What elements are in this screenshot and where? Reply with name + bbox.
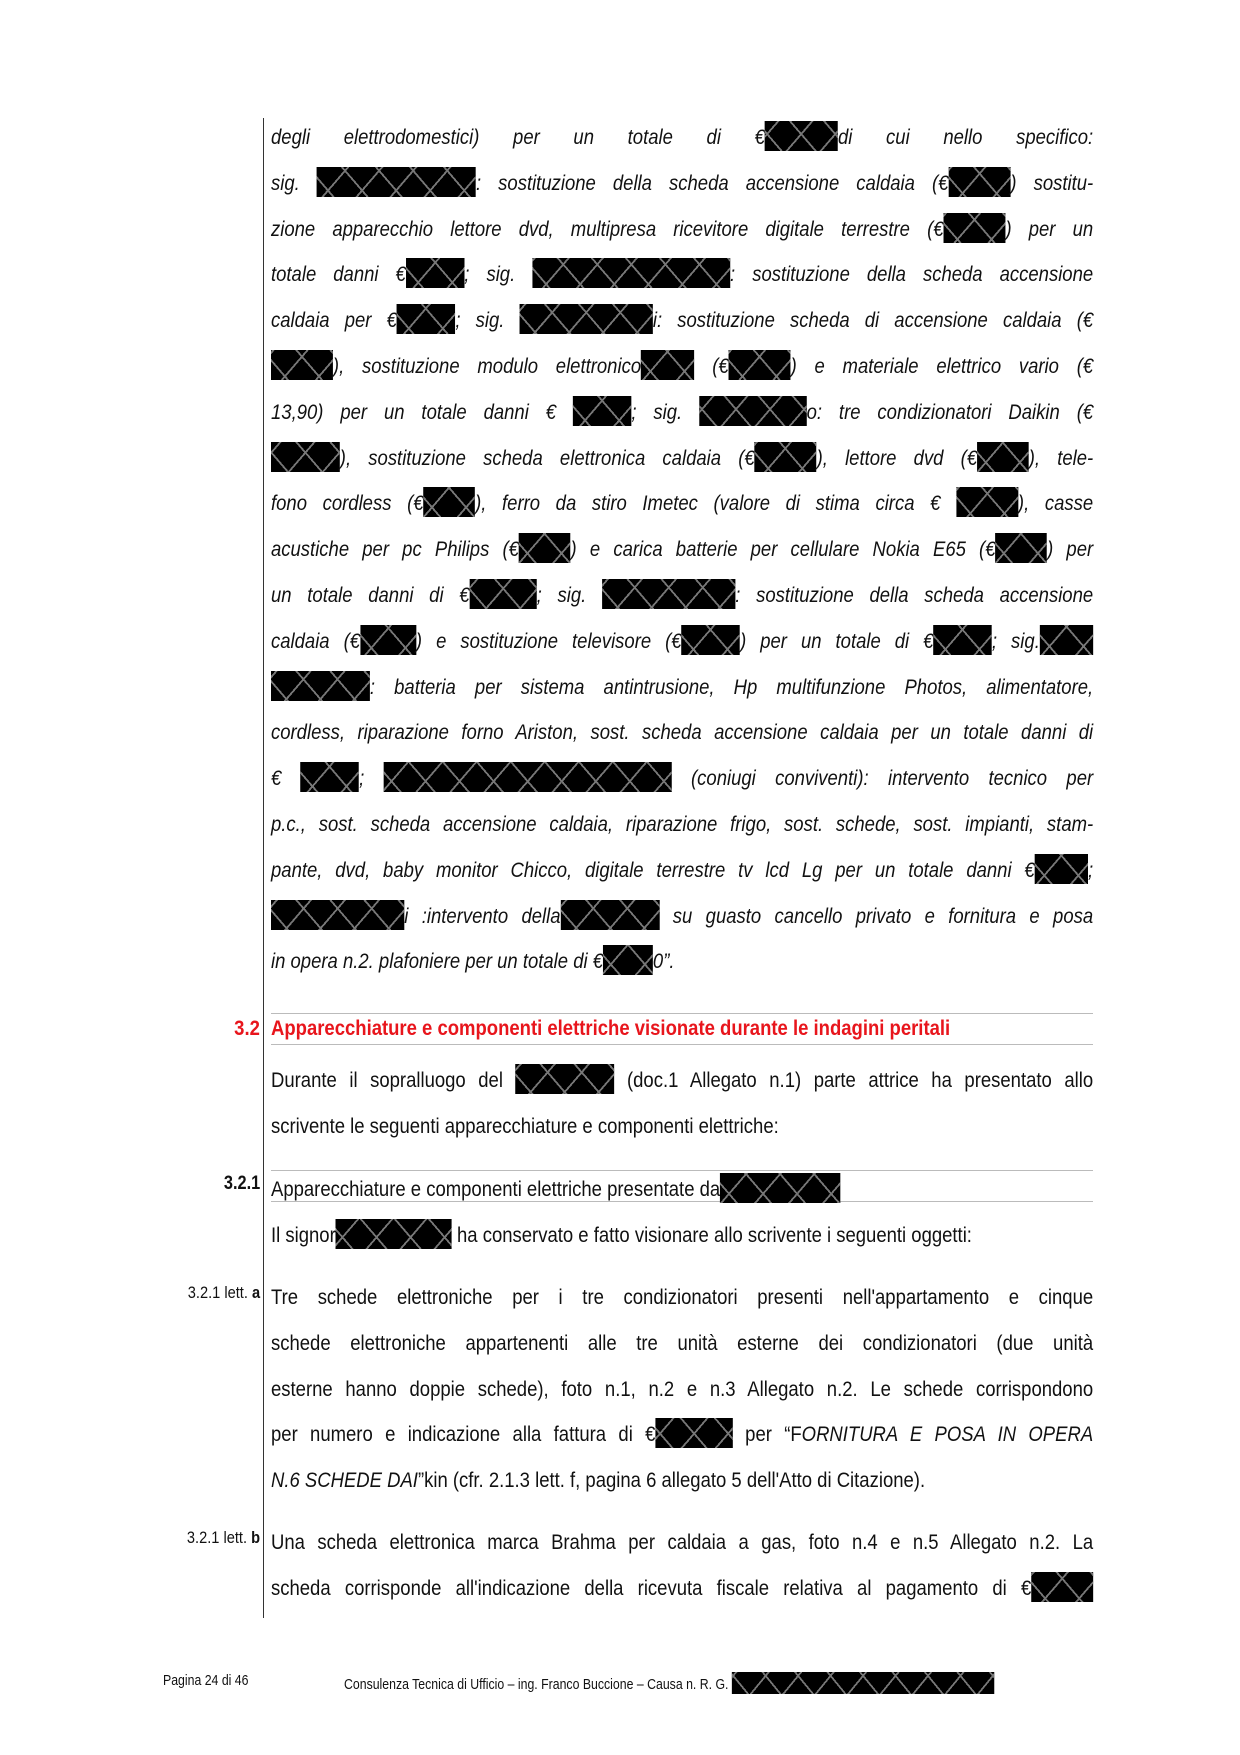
redaction	[996, 533, 1048, 563]
line: caldaia (€ ) e sostituzione televisore (€ ) per un totale di € ; sig.	[271, 619, 1093, 665]
redaction	[699, 396, 807, 426]
redaction	[271, 671, 370, 701]
line: p.c., sost. scheda accensione caldaia, riparazione frigo, sost. schede, sost. impianti, stam-	[271, 811, 1094, 836]
line: acustiche per pc Philips (€ ) e carica batterie per cellulare Nokia E65 (€ ) per	[271, 527, 1093, 573]
redaction	[360, 625, 416, 655]
line: in opera n.2. plafoniere per un totale di € 0”.	[271, 939, 1093, 985]
line: Durante il sopralluogo del (doc.1 Allegato n.1) parte attrice ha presentato allo	[271, 1058, 1093, 1104]
redaction	[336, 1219, 452, 1249]
redaction	[956, 487, 1018, 517]
redaction	[944, 213, 1006, 243]
line: esterne hanno doppie schede), foto n.1, n.2 e n.3 Allegato n.2. Le schede corrispondono	[271, 1376, 1094, 1401]
redaction	[765, 121, 838, 151]
footer-page-number: Pagina 24 di 46	[163, 1672, 249, 1689]
redaction	[1035, 854, 1088, 884]
line: zione apparecchio lettore dvd, multipresa ricevitore digitale terrestre (€ ) per un	[271, 207, 1093, 253]
item-label-a: 3.2.1 lett. a	[187, 1283, 260, 1302]
section-heading	[271, 1013, 1093, 1045]
line: : batteria per sistema antintrusione, Hp multifunzione Photos, alimentatore,	[271, 665, 1093, 711]
redaction	[271, 350, 333, 380]
item-a-paragraph	[271, 1275, 1093, 1504]
line: un totale danni di € ; sig. : sostituzione della scheda accensione	[271, 573, 1093, 619]
redaction	[655, 1418, 732, 1448]
redaction	[516, 1064, 615, 1094]
redaction	[561, 900, 660, 930]
redaction	[1031, 1572, 1093, 1602]
redaction	[532, 258, 730, 288]
line: cordless, riparazione forno Ariston, sost. scheda accensione caldaia per un totale danni di	[271, 720, 1094, 745]
redaction	[603, 945, 653, 975]
subsection-paragraph	[271, 1213, 1093, 1259]
section-title: Apparecchiature e componenti elettriche visionate durante le indagini peritali	[271, 1016, 951, 1040]
redaction	[519, 533, 571, 563]
redaction	[271, 442, 340, 472]
line: totale danni € ; sig. : sostituzione della scheda accensione	[271, 252, 1093, 298]
line: schede elettroniche appartenenti alle tre unità esterne dei condizionatori (due unità	[271, 1330, 1094, 1355]
section-paragraph	[271, 1058, 1093, 1150]
line: ), sostituzione scheda elettronica caldaia (€ ), lettore dvd (€ ), tele-	[271, 436, 1093, 482]
line: ), sostituzione modulo elettronico (€ ) e materiale elettrico vario (€	[271, 344, 1093, 390]
redaction	[933, 625, 991, 655]
redaction	[397, 304, 455, 334]
line: fono cordless (€ ), ferro da stiro Imetec (valore di stima circa € ), casse	[271, 481, 1093, 527]
footer-info: Consulenza Tecnica di Ufficio – ing. Franco Buccione – Causa n. R. G.	[344, 1672, 994, 1694]
redaction	[641, 350, 694, 380]
section-number: 3.2	[234, 1016, 260, 1040]
redaction	[755, 442, 817, 472]
redaction	[301, 762, 359, 792]
redaction	[424, 487, 476, 517]
redaction	[729, 350, 791, 380]
line: Una scheda elettronica marca Brahma per caldaia a gas, foto n.4 e n.5 Allegato n.2. La	[271, 1530, 1094, 1554]
redaction	[573, 396, 631, 426]
line: 13,90) per un totale danni € ; sig. o: tre condizionatori Daikin (€	[271, 390, 1093, 436]
redaction	[470, 579, 537, 609]
redaction	[271, 900, 404, 930]
margin-rule	[263, 118, 264, 1618]
redaction	[384, 762, 672, 792]
line: caldaia per € ; sig. i: sostituzione scheda di accensione caldaia (€	[271, 298, 1093, 344]
redaction	[1040, 625, 1093, 655]
quoted-paragraph	[271, 115, 1093, 985]
line: degli elettrodomestici) per un totale di € di cui nello specifico:	[271, 115, 1093, 161]
redaction	[406, 258, 464, 288]
subsection-number: 3.2.1	[223, 1173, 260, 1194]
redaction	[977, 442, 1029, 472]
redaction	[682, 625, 740, 655]
line: scheda corrisponde all'indicazione della ricevuta fiscale relativa al pagamento di €	[271, 1566, 1093, 1612]
line: i :intervento della su guasto cancello privato e fornitura e posa	[271, 894, 1093, 940]
redaction	[720, 1173, 840, 1203]
line: scrivente le seguenti apparecchiature e componenti elettriche:	[271, 1113, 779, 1138]
redaction	[948, 167, 1010, 197]
line: Il signor ha conservato e fatto visionare allo scrivente i seguenti oggetti:	[271, 1213, 1093, 1259]
redaction	[520, 304, 653, 334]
redaction	[317, 167, 476, 197]
redaction	[732, 1672, 994, 1694]
subsection-heading	[271, 1170, 1093, 1202]
item-b-paragraph	[271, 1520, 1093, 1612]
redaction	[602, 579, 735, 609]
line: per numero e indicazione alla fattura di € per “FORNITURA E POSA IN OPERA	[271, 1412, 1093, 1458]
line: Tre schede elettroniche per i tre condizionatori presenti nell'appartamento e cinque	[271, 1285, 1094, 1309]
line: pante, dvd, baby monitor Chicco, digitale terrestre tv lcd Lg per un totale danni € ;	[271, 848, 1093, 894]
line: € ; (coniugi conviventi): intervento tecnico per	[271, 756, 1093, 802]
line: N.6 SCHEDE DAI”kin (cfr. 2.1.3 lett. f, pagina 6 allegato 5 dell'Atto di Citazione).	[271, 1468, 926, 1493]
subsection-title: Apparecchiature e componenti elettriche presentate da	[271, 1173, 841, 1203]
item-label-b: 3.2.1 lett. b	[186, 1528, 260, 1547]
line: sig. : sostituzione della scheda accensione caldaia (€ ) sostitu-	[271, 161, 1093, 207]
